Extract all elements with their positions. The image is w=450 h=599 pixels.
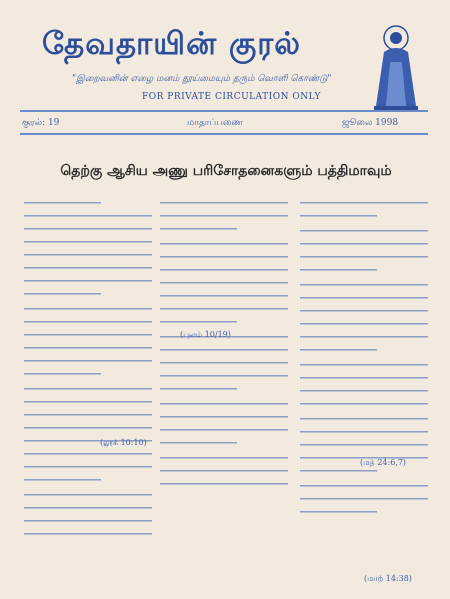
column-3: [300, 198, 428, 520]
tagline: "இறைவனின் எழை மனம் தூய்மையும் தரும் வொளி கொண்டு": [72, 74, 332, 84]
article-headline: தெற்கு ஆசிய அணு பரிசோதனைகளும் பத்திமாவும்: [60, 163, 392, 179]
column-1: [24, 198, 152, 542]
reference-2: (லூக் 10:10): [100, 438, 147, 447]
issue-rule: [20, 133, 428, 135]
issue-number: குரல்: 19: [22, 118, 60, 128]
masthead: [22, 8, 430, 102]
madonna-figure-icon: [372, 22, 420, 110]
newsletter-title: தேவதாயின் குரல்: [42, 26, 302, 62]
reference-1: (புலம் 10/19): [180, 330, 231, 339]
reference-4: (மாற் 14:38): [364, 574, 412, 583]
issue-section: மாதாப்பணை: [187, 118, 243, 128]
column-2: [160, 198, 288, 492]
issue-date: ஜூலை 1998: [342, 118, 399, 128]
header-rule: [20, 110, 428, 112]
private-circulation-note: FOR PRIVATE CIRCULATION ONLY: [142, 92, 321, 102]
reference-3: (மத் 24:6,7): [360, 458, 407, 467]
